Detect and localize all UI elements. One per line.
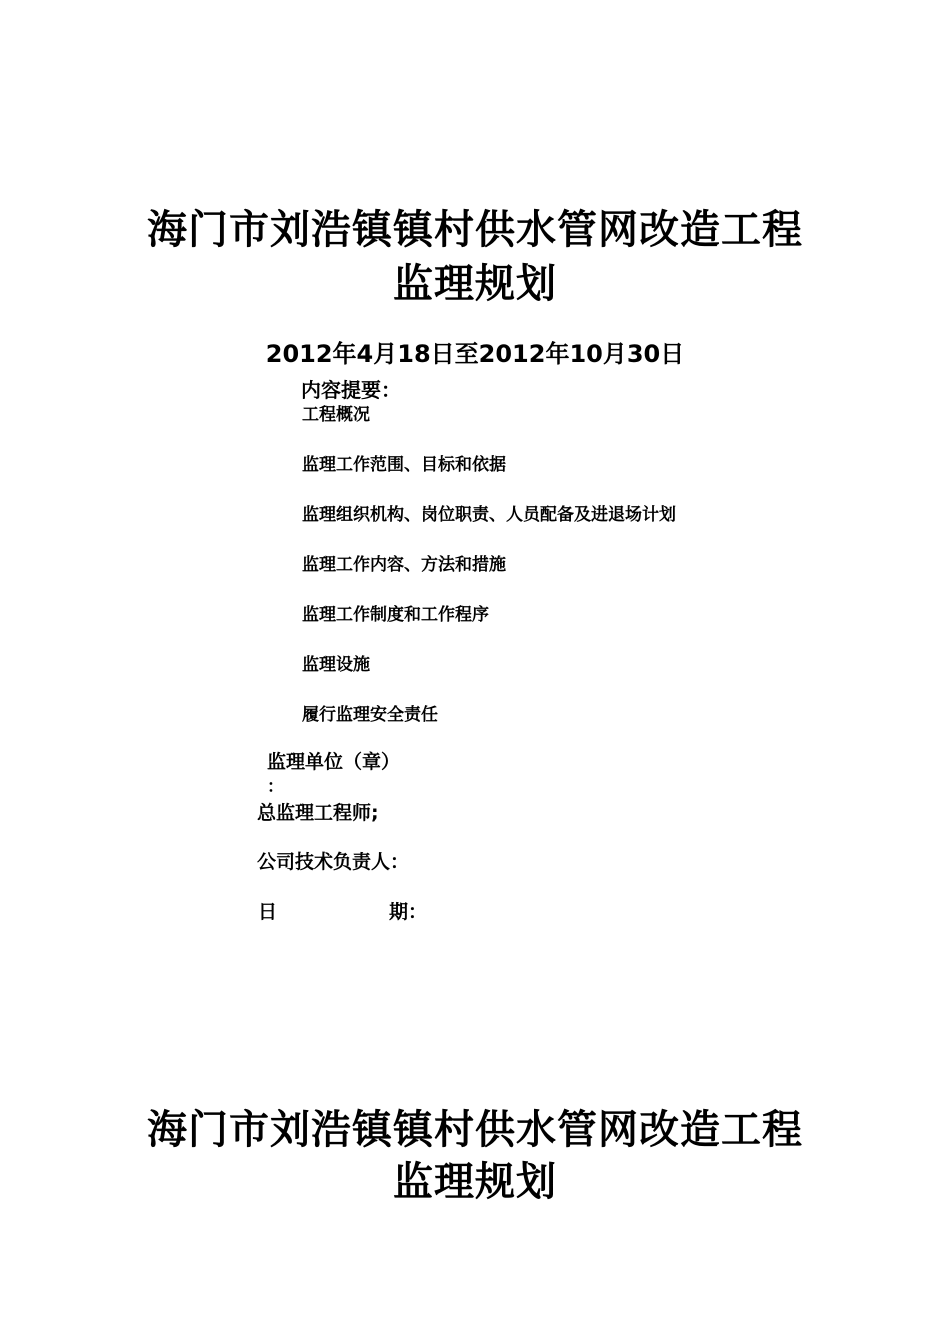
tech-lead-label: 公司技术负责人： (257, 851, 410, 873)
toc-item-safety: 履行监理安全责任 (302, 705, 438, 725)
toc-item-methods: 监理工作内容、方法和措施 (302, 555, 506, 575)
supervision-unit-label: 监理单位（章） (267, 751, 401, 773)
toc-item-overview: 工程概况 (302, 405, 370, 425)
document-title-line1: 海门市刘浩镇镇村供水管网改造工程 (147, 207, 803, 253)
second-page-title-line2: 监理规划 (393, 1159, 557, 1205)
supervision-unit-colon: ： (267, 777, 284, 797)
toc-item-facilities: 监理设施 (302, 655, 370, 675)
toc-item-organization: 监理组织机构、岗位职责、人员配备及进退场计划 (302, 505, 676, 525)
chief-engineer-label: 总监理工程师; (257, 802, 379, 824)
second-page-title-line1: 海门市刘浩镇镇村供水管网改造工程 (147, 1107, 803, 1153)
toc-item-scope: 监理工作范围、目标和依据 (302, 455, 506, 475)
date-label-right: 期： (389, 901, 428, 923)
toc-item-procedures: 监理工作制度和工作程序 (302, 605, 489, 625)
toc-heading: 内容提要： (301, 378, 401, 402)
date-label-left: 日 (258, 901, 278, 923)
date-range: 2012年4月18日至2012年10月30日 (265, 340, 685, 368)
document-title-line2: 监理规划 (393, 261, 557, 307)
